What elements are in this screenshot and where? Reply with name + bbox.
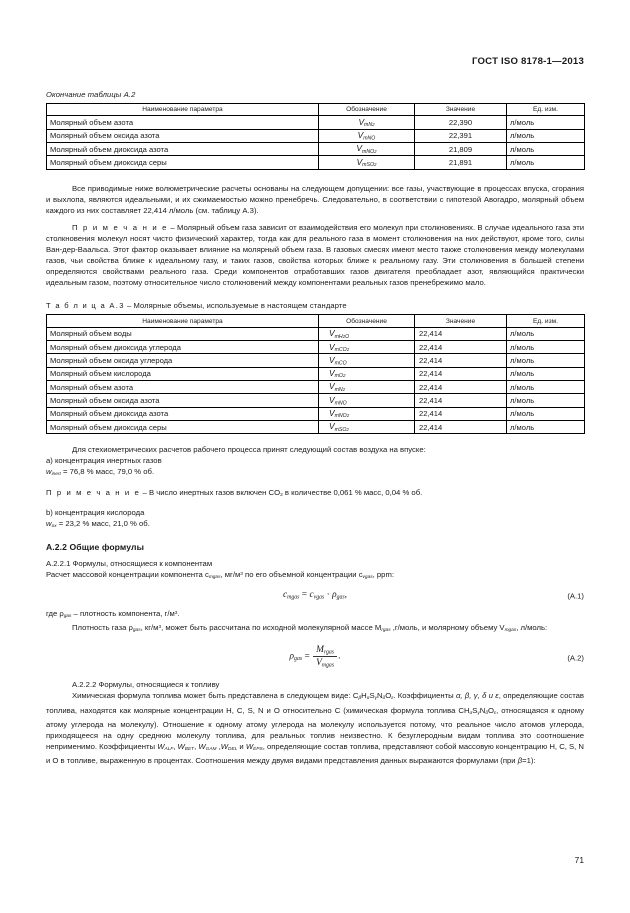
table-a3-col-unit: Ед. изм. <box>507 315 585 327</box>
coef-weps-sub: EPS <box>253 747 263 753</box>
table-row <box>47 420 585 433</box>
table-a2-header-row <box>47 104 585 116</box>
formula-a1-rhs2: ρ <box>332 589 337 600</box>
cell-unit: л/моль <box>507 420 585 433</box>
cell-value: 22,414 <box>415 380 507 393</box>
paragraph-gas-density <box>46 622 584 636</box>
table-row <box>47 341 585 354</box>
table-a2-caption: Окончание таблицы А.2 <box>46 90 136 99</box>
text-part: ,г/моль, и молярному объему V <box>390 622 505 632</box>
formula-a2 <box>46 645 584 668</box>
formula-a1-equals: = <box>299 589 310 600</box>
cell-name: Молярный объем диоксида азота <box>47 407 319 420</box>
cell-unit: л/моль <box>507 327 585 340</box>
text-part: H <box>361 691 367 701</box>
cell-unit: л/моль <box>507 129 585 142</box>
formula-a2-equals: = <box>302 651 313 662</box>
cell-name: Молярный объем азота <box>47 116 319 129</box>
table-a3-caption-text: Молярные объемы, используемые в настоящем стандарте <box>133 301 347 311</box>
w-inert-value: = 76,8 % масс, 79,0 % об. <box>60 467 155 477</box>
cell-value: 22,391 <box>415 129 507 142</box>
text-part: , л/моль: <box>516 622 548 632</box>
note-text-part2: в количестве 0,061 % масс, 0,04 % об. <box>282 487 423 497</box>
coef-wdel-sub: DEL <box>228 747 238 753</box>
text-part: , <box>194 742 199 752</box>
cell-symbol: $V_{mH2O}$ <box>319 327 415 340</box>
rho-gas-subscript: gas <box>63 613 72 619</box>
text-part: , может быть рассчитана по исходной молекулярной массе M <box>161 622 382 632</box>
table-a3-header-row <box>47 315 585 327</box>
w-ox-value: = 23,2 % масс, 21,0 % об. <box>56 519 150 528</box>
cell-unit: л/моль <box>507 367 585 380</box>
v-mgas-subscript: mgas <box>504 628 517 634</box>
beta-symbol: β <box>517 756 523 766</box>
air-composition-w-ox <box>46 518 584 532</box>
cell-symbol: $V_{mNO2}$ <box>319 407 415 420</box>
formula-a2-num-base: M <box>316 645 324 656</box>
cell-value: 22,414 <box>415 367 507 380</box>
cell-value: 22,414 <box>415 420 507 433</box>
cell-unit: л/моль <box>507 354 585 367</box>
formula-a2-den-sub: mgas <box>321 662 335 669</box>
coef-walf: W <box>157 742 165 752</box>
table-a2-col-value: Значение <box>415 104 507 116</box>
cell-symbol: $V_{mSO2}$ <box>319 156 415 169</box>
paragraph-mass-concentration <box>46 569 584 583</box>
formula-a1 <box>46 590 584 600</box>
w-inert-subscript: inert <box>51 472 61 478</box>
formula-a1-dot: · <box>324 589 333 600</box>
coef-walf-sub: ALF <box>164 747 174 753</box>
cell-value: 22,414 <box>415 327 507 340</box>
formula-a2-denominator <box>313 657 337 668</box>
table-a3-caption-dash: – <box>124 301 134 311</box>
formula-a2-number: (A.2) <box>567 653 584 663</box>
text-part: N <box>479 705 486 715</box>
cell-name: Молярный объем кислорода <box>47 367 319 380</box>
s-gamma-subscript: γ <box>477 710 480 716</box>
o-epsilon-subscript: ε <box>493 710 497 716</box>
co2-subscript: 2 <box>280 492 283 498</box>
formula-a1-row <box>46 590 584 603</box>
table-a3-col-value: Значение <box>415 315 507 327</box>
coef-weps: W <box>245 742 254 752</box>
formula-a2-fraction <box>313 645 337 668</box>
text-part: . <box>177 608 180 618</box>
subsection-heading-a222: A.2.2.2 Формулы, относящиеся к топливу <box>72 680 220 690</box>
subsection-heading-a221: A.2.2.1 Формулы, относящиеся к компонентам <box>46 559 213 569</box>
cell-symbol: $V_{mCO}$ <box>319 354 415 367</box>
table-row <box>47 407 585 420</box>
note-label: П р и м е ч а н и е <box>72 222 169 232</box>
formula-a1-tail: , <box>344 589 347 600</box>
coef-wgam: W <box>198 742 206 752</box>
air-composition-w-inert <box>46 466 584 480</box>
table-a2 <box>46 103 585 170</box>
cell-symbol: $V_{mSO2}$ <box>319 420 415 433</box>
w-ox-symbol: w <box>46 519 52 528</box>
formula-a2-tail: . <box>338 651 341 662</box>
text-part: . Коэффициенты <box>393 691 457 701</box>
table-row <box>47 380 585 393</box>
cell-value: 22,414 <box>415 407 507 420</box>
c-mgas-subscript: mgas <box>208 575 221 581</box>
c-vgas-subscript: vgas <box>362 575 373 581</box>
paragraph-volumetric-assumptions: Все приводимые ниже волюметрические расчеты основаны на следующем допущении: все газы, участвующие в процессах впуска, сгорания и выхлопа, являются идеальными, и их сжимаемостью можно пренебречь. Следовательно, в соответствии с гипотезой Авогадро, молярный объем каждого из них составляет 22,414 л/моль (см. таблицу А.3). <box>46 183 584 215</box>
table-row <box>47 116 585 129</box>
formula-a1-number: (A.1) <box>567 591 584 601</box>
text-part: Химическая формула топлива может быть представлена в следующем виде: C <box>72 691 359 701</box>
page-content <box>46 56 584 766</box>
o-epsilon-subscript: ε <box>391 696 394 702</box>
air-composition-item-b: b) концентрация кислорода <box>46 507 145 517</box>
cell-symbol: $V_{mN2}$ <box>319 116 415 129</box>
cell-name: Молярный объем оксида азота <box>47 394 319 407</box>
text-part: и <box>237 742 246 752</box>
table-a3-col-symbol: Обозначение <box>319 315 415 327</box>
note-text: Молярный объем газа зависит от взаимодействия его молекул при столкновениях. В случае идеального газа эти столкновения молекул носят чисто физический характер, тогда как для реального газа в момент столкновения на них действуют, кроме того, силы Ван-дер-Ваальса. Этот фактор оказывает влияние на молярный объем газа. В газовых смесях имеют место также столкновения между молекулами газов, чьи свойства ближе к идеальному газу, и таких газов, свойства которых ближе к реальному газу. Эти столкновения в большей степени определяются свойствами реального газа. Среди компонентов отработавших газов двигателя преобладает азот, являющийся практически идеальным газом, поэтому относительное число столкновений между компонентами реальных газов пренебрежимо мало. <box>46 222 585 288</box>
formula-a2-lhs-sub: gas <box>294 656 303 663</box>
text-part: O <box>385 691 392 701</box>
formula-a2-row <box>46 645 584 671</box>
cell-symbol: $V_{mNO}$ <box>319 129 415 142</box>
note-inert-gases <box>46 487 584 501</box>
note-dash: – <box>168 222 177 232</box>
cell-name: Молярный объем диоксида азота <box>47 142 319 155</box>
table-a3-caption <box>46 301 584 310</box>
note-dash: – <box>140 487 149 497</box>
text-part: =1): <box>522 756 536 766</box>
cube-exponent: 3 <box>158 624 162 630</box>
table-row <box>47 327 585 340</box>
cell-unit: л/моль <box>507 116 585 129</box>
note-label: П р и м е ч а н и е <box>46 487 141 497</box>
coef-wdel: W <box>220 742 229 752</box>
cell-unit: л/моль <box>507 156 585 169</box>
formula-a1-lhs: c <box>283 589 288 600</box>
table-a3 <box>46 314 585 434</box>
text-part: где ρ <box>46 608 64 618</box>
cell-name: Молярный объем диоксида серы <box>47 420 319 433</box>
text-part: , мг/м <box>220 570 241 580</box>
table-row <box>47 367 585 380</box>
cell-unit: л/моль <box>507 142 585 155</box>
cell-unit: л/моль <box>507 394 585 407</box>
table-row <box>47 142 585 155</box>
table-a3-caption-label: Т а б л и ц а А.3 <box>46 301 125 311</box>
n-delta-subscript: δ <box>382 696 386 702</box>
table-a2-col-symbol: Обозначение <box>319 104 415 116</box>
m-rgas-subscript: rgas <box>381 628 391 634</box>
table-a2-col-unit: Ед. изм. <box>507 104 585 116</box>
w-inert-symbol: w <box>46 467 52 477</box>
table-a2-col-name: Наименование параметра <box>47 104 319 116</box>
text-part: , кг/м <box>140 622 159 632</box>
h-alpha-subscript: α <box>469 710 473 716</box>
cell-value: 22,414 <box>415 354 507 367</box>
document-header-standard-id: ГОСТ ISO 8178-1—2013 <box>472 56 584 67</box>
text-part: N <box>376 691 383 701</box>
table-row <box>47 354 585 367</box>
cell-unit: л/моль <box>507 341 585 354</box>
formula-a2-numerator <box>313 645 337 657</box>
text-part: , <box>216 742 221 752</box>
cell-value: 21,891 <box>415 156 507 169</box>
table-row <box>47 156 585 169</box>
cell-name: Молярный объем оксида углерода <box>47 354 319 367</box>
formula-a1-rhs1: c <box>309 589 314 600</box>
cell-symbol: $V_{mNO2}$ <box>319 142 415 155</box>
cell-value: 22,390 <box>415 116 507 129</box>
text-part: – плотность компонента, г/м <box>71 608 175 618</box>
text-part: , определяющие состав топлива, находятся как молярные концентрации H, C, S, N и O относительно C (химическая формула топлива CH <box>46 691 585 715</box>
table-row <box>47 394 585 407</box>
air-composition-item-a: a) концентрация инертных газов <box>46 456 162 466</box>
cell-symbol: $V_{mNO}$ <box>319 394 415 407</box>
section-heading-a22: A.2.2 Общие формулы <box>46 542 145 553</box>
text-part: по его объемной концентрации c <box>242 570 363 580</box>
text-part: Расчет массовой концентрации компонента c <box>46 570 209 580</box>
cell-symbol: $V_{mCO2}$ <box>319 341 415 354</box>
text-part: O <box>488 705 494 715</box>
table-a3-col-name: Наименование параметра <box>47 315 319 327</box>
n-delta-subscript: δ <box>485 710 488 716</box>
formula-a2-den-base: V <box>316 657 322 668</box>
s-gamma-subscript: γ <box>374 696 377 702</box>
cell-name: Молярный объем диоксида углерода <box>47 341 319 354</box>
text-part: S <box>369 691 375 701</box>
note-molar-volume <box>46 222 584 289</box>
text-part: , <box>173 742 178 752</box>
w-ox-subscript: ox <box>51 524 57 530</box>
cell-name: Молярный объем оксида азота <box>47 129 319 142</box>
cell-unit: л/моль <box>507 407 585 420</box>
coef-wbet-sub: BET <box>184 747 195 753</box>
formula-a1-lhs-sub: mgas <box>287 594 300 601</box>
cube-exponent: 3 <box>174 610 178 616</box>
cell-value: 21,809 <box>415 142 507 155</box>
cell-symbol: $V_{mO2}$ <box>319 367 415 380</box>
rho-gas-subscript: gas <box>132 628 141 634</box>
page-number: 71 <box>574 855 584 865</box>
note-text-part1: В число инертных газов включен CO <box>148 487 281 497</box>
cell-name: Молярный объем воды <box>47 327 319 340</box>
text-part: , определяющие состав топлива, представляют собой массовую концентрацию H, C, S, N и O в топливе, выраженную в процентах. Соотношения между двумя видами представления данных выражаются формулами (при <box>46 742 584 766</box>
text-part: Плотность газа ρ <box>72 622 133 632</box>
text-part: S <box>472 705 478 715</box>
text-part: , ppm: <box>372 570 394 580</box>
air-composition-intro: Для стехиометрических расчетов рабочего процесса принят следующий состав воздуха на впуске: <box>72 445 426 455</box>
paragraph-where-rho-gas <box>46 608 584 622</box>
greek-coefficients: α, β, γ, δ и ε <box>456 691 499 701</box>
cell-value: 22,414 <box>415 341 507 354</box>
cube-exponent: 3 <box>240 572 243 578</box>
cell-name: Молярный объем диоксида серы <box>47 156 319 169</box>
cell-symbol: $V_{mN2}$ <box>319 380 415 393</box>
cell-unit: л/моль <box>507 380 585 393</box>
text-part: , относящаяся к одному атому углерода на молекулу). Отношение к одному атому углерода на молекулу используется потому, что реальное число атомов углерода, приходящееся на одну среднюю молекулу топлива, для реальных топлив неизвестно. К безуглеродным видам топлива это соотношение неприменимо. Коэффициенты <box>46 705 584 752</box>
formula-a2-num-sub: rgas <box>323 649 335 656</box>
h-alpha-subscript: α <box>366 696 370 702</box>
coef-wbet: W <box>177 742 185 752</box>
cell-name: Молярный объем азота <box>47 380 319 393</box>
paragraph-fuel-formula <box>46 690 584 766</box>
coef-wgam-sub: GAM <box>205 747 217 753</box>
c-beta-subscript: β <box>358 696 362 702</box>
formula-a1-rhs1-sub: vgas <box>313 594 325 601</box>
formula-a1-rhs2-sub: gas <box>336 594 345 601</box>
table-row <box>47 129 585 142</box>
formula-a2-lhs: ρ <box>289 651 295 662</box>
cell-value: 22,414 <box>415 394 507 407</box>
